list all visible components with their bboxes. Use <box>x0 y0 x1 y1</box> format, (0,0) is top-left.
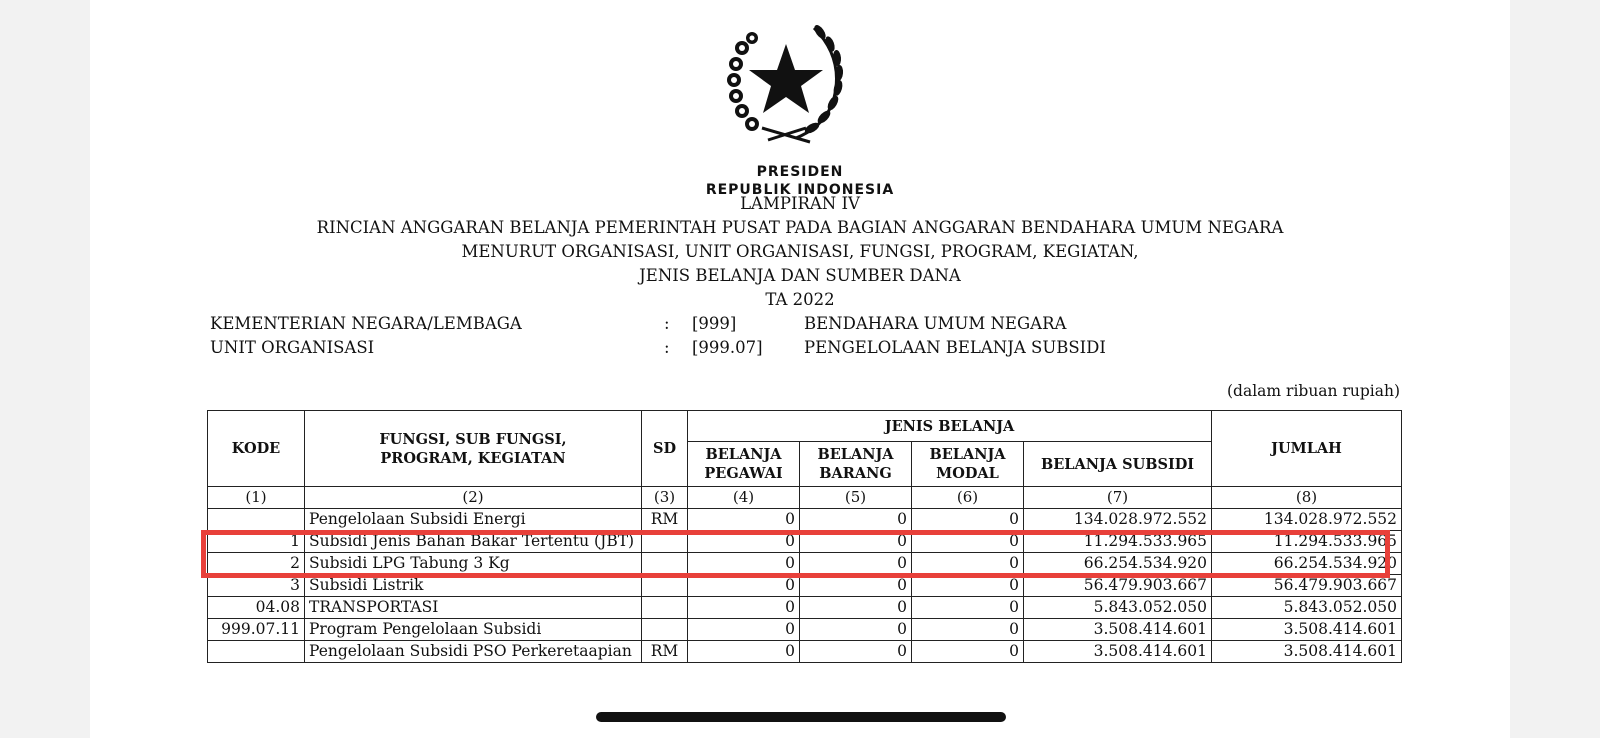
meta-value-unit: PENGELOLAAN BELANJA SUBSIDI <box>804 338 1106 357</box>
title-line-4: TA 2022 <box>765 290 835 309</box>
meta-value-kementerian: BENDAHARA UMUM NEGARA <box>804 314 1067 333</box>
header-jenis-belanja: JENIS BELANJA <box>688 411 1212 442</box>
cell-barang: 0 <box>800 619 912 641</box>
cell-modal: 0 <box>912 575 1024 597</box>
highlight-box <box>201 530 1390 578</box>
cell-jumlah: 5.843.052.050 <box>1212 597 1402 619</box>
col-number: (3) <box>642 487 688 509</box>
cell-barang: 0 <box>800 597 912 619</box>
cell-pegawai: 0 <box>688 619 800 641</box>
header-fungsi-line1: FUNGSI, SUB FUNGSI, <box>379 430 567 448</box>
col-number: (7) <box>1024 487 1212 509</box>
header-barang-line2: BARANG <box>819 465 892 482</box>
meta-sep: : <box>664 338 670 357</box>
meta-label-kementerian: KEMENTERIAN NEGARA/LEMBAGA <box>210 314 522 333</box>
header-jumlah: JUMLAH <box>1212 411 1402 487</box>
cell-modal: 0 <box>912 553 1024 575</box>
header-modal-line1: BELANJA <box>929 446 1006 463</box>
col-number: (6) <box>912 487 1024 509</box>
lampiran-label: LAMPIRAN IV <box>740 194 860 213</box>
header-kode: KODE <box>208 411 305 487</box>
cell-sd <box>642 597 688 619</box>
column-number-row <box>208 487 1402 509</box>
cell-name: Subsidi Listrik <box>305 575 642 597</box>
cell-pegawai: 0 <box>688 575 800 597</box>
cell-subsidi: 134.028.972.552 <box>1024 509 1212 531</box>
cell-barang: 0 <box>800 641 912 663</box>
cell-name: Program Pengelolaan Subsidi <box>305 619 642 641</box>
meta-sep: : <box>664 314 670 333</box>
header-pegawai-line1: BELANJA <box>705 446 782 463</box>
cell-name: TRANSPORTASI <box>305 597 642 619</box>
header-sd: SD <box>642 411 688 487</box>
title-line-1: RINCIAN ANGGARAN BELANJA PEMERINTAH PUSAT PADA BAGIAN ANGGARAN BENDAHARA UMUM NEGARA <box>316 218 1284 237</box>
header-subsidi: BELANJA SUBSIDI <box>1024 442 1212 487</box>
cell-name: Pengelolaan Subsidi PSO Perkeretaapian <box>305 641 642 663</box>
home-indicator-bar[interactable] <box>596 712 1006 722</box>
table-row <box>208 641 1402 663</box>
header-barang-line1: BELANJA <box>817 446 894 463</box>
header-barang <box>800 442 912 487</box>
header-modal-line2: MODAL <box>936 465 999 482</box>
meta-code-kementerian: [999] <box>692 314 737 333</box>
col-number: (2) <box>305 487 642 509</box>
cell-name: Pengelolaan Subsidi Energi <box>305 509 642 531</box>
header-pegawai <box>688 442 800 487</box>
cell-modal: 0 <box>912 531 1024 553</box>
header-republic: REPUBLIK INDONESIA <box>705 182 895 198</box>
cell-modal: 0 <box>912 597 1024 619</box>
cell-subsidi: 11.294.533.965 <box>1024 531 1212 553</box>
header-president: PRESIDEN <box>756 164 844 180</box>
cell-barang: 0 <box>800 509 912 531</box>
cell-kode: 04.08 <box>208 597 305 619</box>
cell-modal: 0 <box>912 619 1024 641</box>
cell-barang: 0 <box>800 575 912 597</box>
header-fungsi <box>305 411 642 487</box>
header-modal <box>912 442 1024 487</box>
header-pegawai-line2: PEGAWAI <box>704 465 783 482</box>
cell-subsidi: 3.508.414.601 <box>1024 641 1212 663</box>
meta-label-unit: UNIT ORGANISASI <box>210 338 375 357</box>
cell-name: Subsidi LPG Tabung 3 Kg <box>305 553 642 575</box>
cell-name: Subsidi Jenis Bahan Bakar Tertentu (JBT) <box>305 531 642 553</box>
table-row <box>208 509 1402 531</box>
cell-jumlah: 134.028.972.552 <box>1212 509 1402 531</box>
cell-kode: 3 <box>208 575 305 597</box>
garuda-star-emblem-icon <box>722 18 850 146</box>
cell-subsidi: 66.254.534.920 <box>1024 553 1212 575</box>
col-number: (8) <box>1212 487 1402 509</box>
cell-subsidi: 3.508.414.601 <box>1024 619 1212 641</box>
cell-subsidi: 56.479.903.667 <box>1024 575 1212 597</box>
cell-kode: 1 <box>208 531 305 553</box>
cell-pegawai: 0 <box>688 531 800 553</box>
meta-code-unit: [999.07] <box>692 338 763 357</box>
cell-kode <box>208 641 305 663</box>
col-number: (1) <box>208 487 305 509</box>
title-line-3: JENIS BELANJA DAN SUMBER DANA <box>639 266 961 285</box>
col-number: (5) <box>800 487 912 509</box>
cell-barang: 0 <box>800 531 912 553</box>
table-row <box>208 619 1402 641</box>
table-row <box>208 597 1402 619</box>
cell-modal: 0 <box>912 509 1024 531</box>
cell-jumlah: 56.479.903.667 <box>1212 575 1402 597</box>
cell-jumlah: 11.294.533.965 <box>1212 531 1402 553</box>
cell-kode: 2 <box>208 553 305 575</box>
cell-kode <box>208 509 305 531</box>
title-line-2: MENURUT ORGANISASI, UNIT ORGANISASI, FUNGSI, PROGRAM, KEGIATAN, <box>461 242 1139 261</box>
cell-jumlah: 66.254.534.920 <box>1212 553 1402 575</box>
cell-barang: 0 <box>800 553 912 575</box>
cell-pegawai: 0 <box>688 553 800 575</box>
cell-modal: 0 <box>912 641 1024 663</box>
cell-jumlah: 3.508.414.601 <box>1212 619 1402 641</box>
cell-pegawai: 0 <box>688 597 800 619</box>
unit-note: (dalam ribuan rupiah) <box>1227 382 1400 400</box>
col-number: (4) <box>688 487 800 509</box>
header-fungsi-line2: PROGRAM, KEGIATAN <box>380 449 566 467</box>
cell-subsidi: 5.843.052.050 <box>1024 597 1212 619</box>
cell-sd: RM <box>642 641 688 663</box>
cell-sd <box>642 619 688 641</box>
cell-pegawai: 0 <box>688 509 800 531</box>
cell-sd: RM <box>642 509 688 531</box>
cell-pegawai: 0 <box>688 641 800 663</box>
cell-kode: 999.07.11 <box>208 619 305 641</box>
cell-jumlah: 3.508.414.601 <box>1212 641 1402 663</box>
